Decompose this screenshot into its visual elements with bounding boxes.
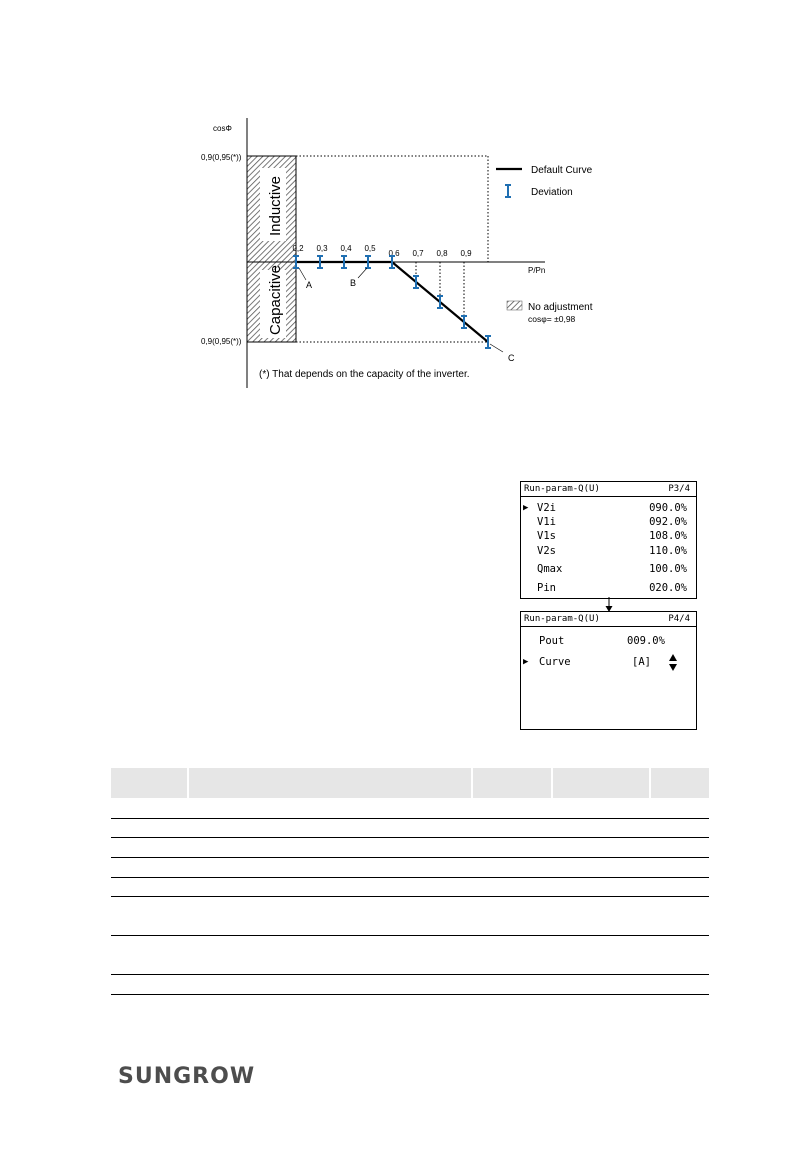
param-value: 100.0% [649, 563, 687, 575]
param-label: V2s [537, 545, 556, 557]
table-header-cell [650, 768, 709, 798]
legend-deviation-icon [505, 185, 511, 197]
x-tick-label: 0,9 [460, 249, 472, 258]
param-value: 108.0% [649, 530, 687, 542]
x-tick-label: 0,8 [436, 249, 448, 258]
up-down-arrows-icon[interactable] [668, 653, 678, 673]
param-row-v2s[interactable] [521, 544, 696, 558]
capacitive-label: Capacitive [267, 264, 284, 336]
x-tick-label: 0,6 [388, 249, 400, 258]
lcd-header [521, 612, 696, 627]
legend-no-adjustment: No adjustment [528, 302, 593, 313]
param-row-v1i[interactable] [521, 515, 696, 529]
param-label: Pout [539, 635, 565, 647]
selection-pointer-icon: ▶ [523, 503, 529, 513]
param-row-pin[interactable] [521, 581, 696, 595]
table-row [111, 818, 709, 837]
param-label: V2i [537, 502, 556, 514]
chart-footnote: (*) That depends on the capacity of the inverter. [259, 369, 470, 380]
parameter-table [111, 768, 709, 995]
leader-b [358, 268, 367, 278]
y-bottom-label: 0,9(0,95(*)) [201, 337, 242, 346]
table-header-row [111, 768, 709, 798]
lcd-header [521, 482, 696, 497]
param-row-qmax[interactable] [521, 562, 696, 576]
deviation-marker [437, 296, 443, 308]
table-row [111, 935, 709, 974]
table-row [111, 798, 709, 818]
table-header-cell [472, 768, 552, 798]
param-label: Qmax [537, 563, 563, 575]
table-row [111, 837, 709, 857]
y-axis-label: cosΦ [213, 124, 232, 133]
sungrow-logo: SUNGROW [118, 1064, 256, 1089]
leader-c [490, 344, 503, 352]
legend-no-adjustment-sub: cosφ= ±0,98 [528, 314, 576, 324]
param-label: V1i [537, 516, 556, 528]
table-row [111, 857, 709, 877]
legend-default-curve: Default Curve [531, 165, 593, 176]
table-row [111, 896, 709, 935]
param-row-pout[interactable] [521, 634, 696, 648]
x-tick-label: 0,3 [316, 244, 328, 253]
param-label: Curve [539, 656, 571, 668]
x-tick-label: 0,5 [364, 244, 376, 253]
default-curve-line [296, 262, 488, 342]
param-value: 090.0% [649, 502, 687, 514]
param-value: [A] [632, 656, 651, 668]
param-label: Pin [537, 582, 556, 594]
x-tick-label: 0,4 [340, 244, 352, 253]
table-header-cell [552, 768, 650, 798]
deviation-markers [293, 256, 491, 348]
lcd-screen-p3 [520, 481, 697, 599]
param-label: V1s [537, 530, 556, 542]
param-value: 009.0% [627, 635, 665, 647]
legend-hatch-swatch [507, 301, 522, 310]
lcd-page-number: P4/4 [668, 614, 690, 624]
leader-a [299, 268, 306, 280]
lcd-page-number: P3/4 [668, 484, 690, 494]
param-value: 020.0% [649, 582, 687, 594]
lcd-screen-p4 [520, 611, 697, 730]
param-value: 110.0% [649, 545, 687, 557]
param-value: 092.0% [649, 516, 687, 528]
legend-deviation: Deviation [531, 187, 573, 198]
inductive-label: Inductive [267, 175, 284, 237]
x-axis-label: P/Pn [528, 266, 546, 275]
selection-pointer-icon: ▶ [523, 657, 529, 667]
y-top-label: 0,9(0,95(*)) [201, 153, 242, 162]
param-row-v1s[interactable] [521, 529, 696, 543]
table-header-cell [111, 768, 188, 798]
point-label-c: C [508, 353, 515, 363]
lcd-title: Run-param-Q(U) [524, 614, 600, 624]
deviation-marker [413, 276, 419, 288]
deviation-marker [461, 316, 467, 328]
lcd-title: Run-param-Q(U) [524, 484, 600, 494]
point-label-b: B [350, 278, 357, 288]
point-label-a: A [306, 280, 313, 290]
x-tick-label: 0,2 [292, 244, 304, 253]
x-tick-label: 0,7 [412, 249, 424, 258]
cosphi-chart [0, 0, 794, 400]
table-row [111, 974, 709, 994]
table-row [111, 877, 709, 896]
param-row-v2i[interactable] [521, 501, 696, 515]
table-header-cell [188, 768, 472, 798]
